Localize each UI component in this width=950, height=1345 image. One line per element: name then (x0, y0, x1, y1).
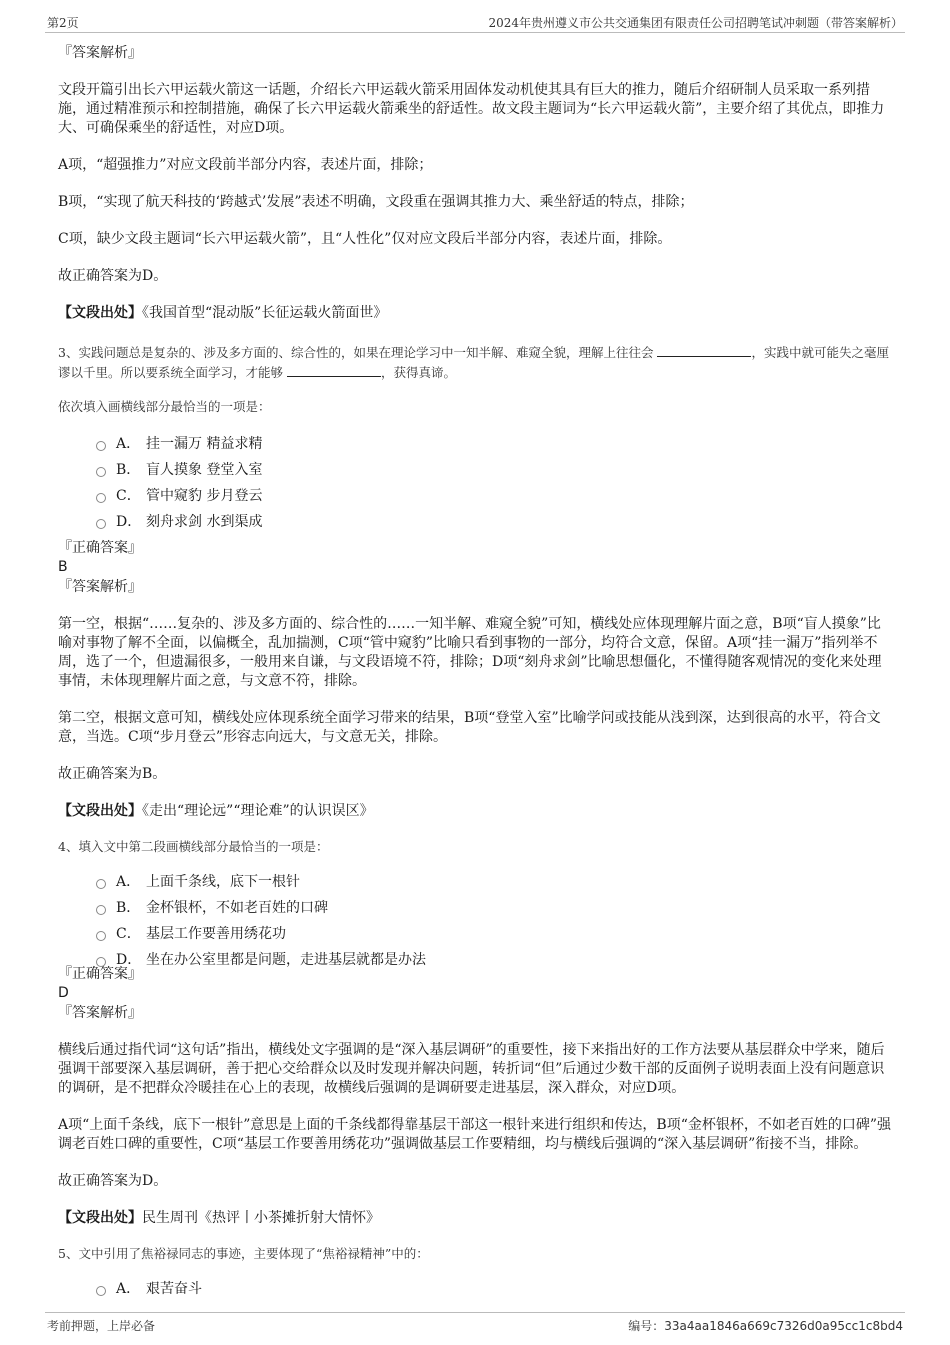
option-a[interactable]: A． 上面千条线，底下一根针 (96, 869, 894, 895)
source-title: 《我国首型“混动版”长征运载火箭面世》 (142, 305, 388, 321)
correct-answer: B (58, 559, 68, 575)
page-content (58, 44, 894, 1302)
option-list (96, 1276, 894, 1302)
source-title: 《走出“理论远”“理论难”的认识误区》 (142, 803, 374, 819)
option-a[interactable]: A． 艰苦奋斗 (96, 1276, 894, 1302)
footer-slogan: 考前押题，上岸必备 (47, 1319, 156, 1333)
analysis-paragraph: 第一空，根据“……复杂的、涉及多方面的、综合性的……一知半解、难窥全貌”可知，横线处应体现理解片面之意，B项“盲人摸象”比喻对事物了解不全面，以偏概全，乱加揣测，C项“管中窥豹”比喻只看到事物的一部分，均符合文意，保留。A项“挂一漏万”指列举不周，选了一个，但遗漏很多，一般用来自谦，与文段语境不符，排除；D项“刻舟求剑”比喻思想僵化，不懂得随客观情况的变化来处理事情，未体现理解片面之意，与文意不符，排除。 (58, 616, 882, 689)
source-line (58, 802, 894, 821)
analysis-paragraph: 第二空，根据文意可知，横线处应体现系统全面学习带来的结果，B项“登堂入室”比喻学问或技能从浅到深，达到很高的水平，符合文意，当选。C项“步月登云”形容志向远大，与文意无关，排除。 (58, 710, 881, 745)
radio-icon[interactable] (96, 957, 106, 967)
analysis-paragraph: C项，缺少文段主题词“长六甲运载火箭”，且“人性化”仅对应文段后半部分内容，表述片面，排除。 (58, 231, 672, 247)
source-line (58, 1209, 894, 1228)
source-label: 【文段出处】 (58, 305, 142, 321)
option-c[interactable]: C． 基层工作要善用绣花功 (96, 921, 894, 947)
option-b[interactable]: B． 金杯银杯，不如老百姓的口碑 (96, 895, 894, 921)
correct-answer-label: 『正确答案』 (58, 540, 142, 556)
analysis-label: 『答案解析』 (58, 579, 142, 595)
fill-blank (287, 364, 381, 377)
conclusion: 故正确答案为B。 (58, 766, 167, 782)
option-c[interactable]: C． 管中窥豹 步月登云 (96, 483, 894, 509)
conclusion: 故正确答案为D。 (58, 1173, 168, 1189)
analysis-label: 『答案解析』 (58, 1005, 142, 1021)
page-number: 第2页 (47, 16, 79, 30)
radio-icon[interactable] (96, 931, 106, 941)
analysis-paragraph: A项，“超强推力”对应文段前半部分内容，表述片面，排除； (58, 157, 433, 173)
analysis-paragraph: 横线后通过指代词“这句话”指出，横线处文字强调的是“深入基层调研”的重要性，接下来指出好的工作方法要从基层群众中学来，随后强调干部要深入基层调研，善于把心交给群众以及时发现并解决问题，转折词“但”后通过少数干部的反面例子说明表面上没有问题意识的调研，是不把群众冷暖挂在心上的表现，故横线后强调的是调研要走进基层，深入群众，对应D项。 (58, 1042, 885, 1096)
source-title: 民生周刊《热评丨小茶摊折射大情怀》 (142, 1210, 380, 1226)
fill-blank (657, 344, 751, 357)
correct-answer-label: 『正确答案』 (58, 966, 142, 982)
radio-icon[interactable] (96, 493, 106, 503)
analysis-label: 『答案解析』 (58, 45, 142, 61)
radio-icon[interactable] (96, 519, 106, 529)
analysis-paragraph: B项，“实现了航天科技的‘跨越式’发展”表述不明确，文段重在强调其推力大、乘坐舒适的特点，排除； (58, 194, 694, 210)
page-footer (45, 1312, 905, 1335)
radio-icon[interactable] (96, 467, 106, 477)
conclusion: 故正确答案为D。 (58, 268, 168, 284)
option-d[interactable]: D． 刻舟求剑 水到渠成 (96, 509, 894, 535)
page-header (45, 12, 905, 33)
option-d[interactable]: D． 坐在办公室里都是问题，走进基层就都是办法 (96, 947, 894, 973)
source-label: 【文段出处】 (58, 1210, 142, 1226)
document-code: 编号：33a4aa1846a669c7326d0a95cc1c8bd4 (628, 1319, 903, 1333)
radio-icon[interactable] (96, 905, 106, 915)
option-list (96, 869, 894, 973)
analysis-paragraph: 文段开篇引出长六甲运载火箭这一话题，介绍长六甲运载火箭采用固体发动机使其具有巨大的推力，随后介绍研制人员采取一系列措施，通过精准预示和控制措施，确保了长六甲运载火箭乘坐的舒适性。故文段主题词为“长六甲运载火箭”，主要介绍了其优点，即推力大、可确保乘坐的舒适性，对应D项。 (58, 82, 885, 136)
radio-icon[interactable] (96, 1286, 106, 1296)
correct-answer: D (58, 985, 69, 1001)
question-prompt: 依次填入画横线部分最恰当的一项是： (58, 399, 271, 414)
source-line (58, 304, 894, 323)
radio-icon[interactable] (96, 879, 106, 889)
question-stem: 4、填入文中第二段画横线部分最恰当的一项是： (58, 839, 329, 854)
option-a[interactable]: A． 挂一漏万 精益求精 (96, 431, 894, 457)
question-stem: 5、文中引用了焦裕禄同志的事迹，主要体现了“焦裕禄精神”中的： (58, 1246, 429, 1261)
option-list (96, 431, 894, 535)
question-stem: 3、实践问题总是复杂的、涉及多方面的、综合性的，如果在理论学习中一知半解、难窥全貌，理解上往往会 ，实践中就可能失之毫厘谬以千里。所以要系统全面学习，才能够 ，获得真谛。 (58, 345, 889, 380)
radio-icon[interactable] (96, 441, 106, 451)
analysis-paragraph: A项“上面千条线，底下一根针”意思是上面的千条线都得靠基层干部这一根针来进行组织和传达，B项“金杯银杯，不如老百姓的口碑”强调老百姓口碑的重要性，C项“基层工作要善用绣花功”强调做基层工作要精细，均与横线后强调的“深入基层调研”衔接不当，排除。 (58, 1117, 892, 1152)
source-label: 【文段出处】 (58, 803, 142, 819)
document-title: 2024年贵州遵义市公共交通集团有限责任公司招聘笔试冲刺题（带答案解析） (488, 16, 903, 30)
option-b[interactable]: B． 盲人摸象 登堂入室 (96, 457, 894, 483)
